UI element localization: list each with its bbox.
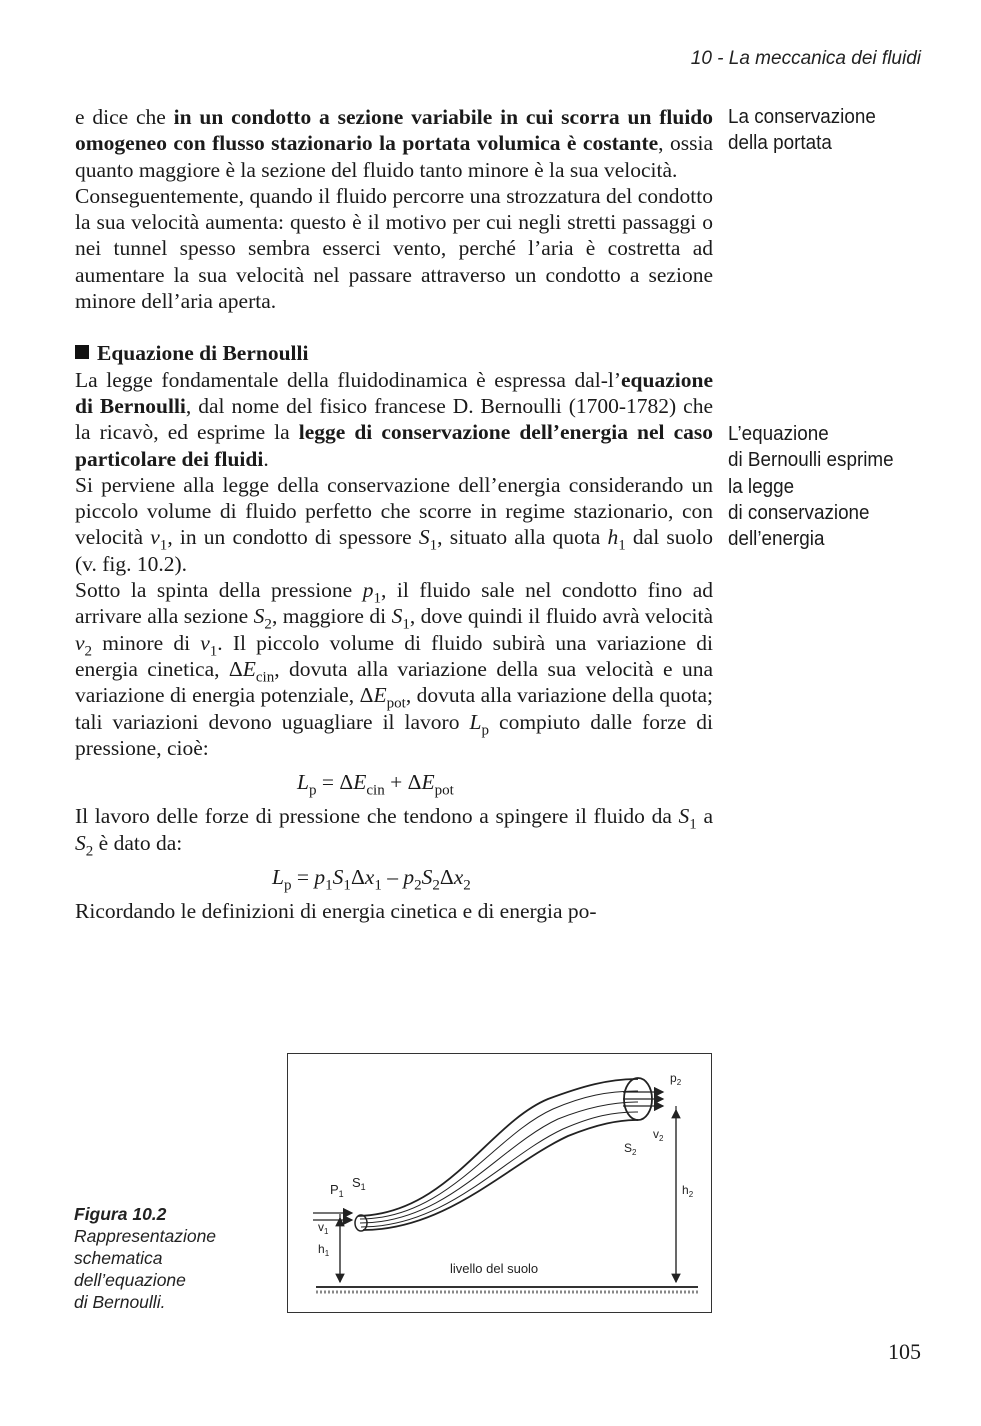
main-text-column [75,104,713,925]
ground-label: livello del suolo [450,1261,539,1276]
paragraph-continuation: Ricordando le definizioni di energia cinetica e di energia po- [75,899,597,924]
label-p1: $P_1$ [330,1182,344,1199]
label-h1: $h_1$ [318,1242,330,1258]
running-header: 10 - La meccanica dei fluidi [690,48,921,69]
formula-pressure-work: $L_p = p_1S_1\Delta x_1 - p_2S_2\Delta x_2$ [272,865,471,894]
paragraph-bernoulli-intro: La legge fondamentale della fluidodinamica è espressa dal-l’equazione di Bernoulli, dal nome del fisico francese D. Bernoulli (1700-1782) che la ricavò, ed esprime la legge di conservazione dell’energia nel caso particolare dei fluidi. [75,367,713,471]
label-s1: $S_1$ [352,1175,366,1192]
label-s2: $S_2$ [624,1141,637,1157]
bold-statement: in un condotto a sezione variabile in cui scorra un fluido omogeneo con flusso stazionario la portata volumica è costante [75,105,714,156]
bernoulli-diagram [287,1053,712,1313]
paragraph-pressure: Sotto la spinta della pressione $p_1$, il fluido sale nel condotto fino ad arrivare alla sezione $S_2$, maggiore di $S_1$, dove quindi il fluido avrà velocità $v_2$ minore di $v_1$. Il piccolo volume di fluido subirà una variazione di energia cinetica, $\Delta E_{cin}$, dovuta alla variazione della sua velocità e una variazione di energia potenziale, $\Delta E_{pot}$, dovuta alla variazione della quota; tali variazioni devono uguagliare il lavoro $L_p$ compiuto dalle forze di pressione, cioè: [75,578,714,760]
paragraph-portata: e dice che in un condotto a sezione variabile in cui scorra un fluido omogeneo con flusso stazionario la portata volumica è costante, ossia quanto maggiore è la sezione del fluido tanto minore è la sua velocità. [75,105,714,182]
section-heading: Equazione di Bernoulli [75,340,713,366]
label-h2: $h_2$ [682,1183,694,1199]
paragraph-pressure-work: Il lavoro delle forze di pressione che tendono a spingere il fluido da $S_1$ a $S_2$ è dato da: [75,804,713,859]
bullet-square-icon [75,345,89,359]
label-v1: $v_1$ [318,1220,329,1236]
sidenote-portata: La conservazione della portata [728,105,876,155]
label-v2: $v_2$ [653,1127,664,1143]
ground-line [316,1287,698,1292]
page-number: 105 [888,1339,921,1364]
formula-work-energy: $L_p = \Delta E_{cin} + \Delta E_{pot}$ [297,770,454,799]
outlet-arrows [623,1092,663,1106]
label-p2: $p_2$ [670,1071,682,1087]
pipe-tube [358,1079,638,1230]
figure-caption: Figura 10.2 Rappresentazione schematica dell’equazione di Bernoulli. [74,1204,217,1312]
sidenote-bernoulli: L’equazione di Bernoulli esprime la legge di conservazione dell’energia [728,422,894,551]
paragraph-derivation: Si perviene alla legge della conservazione dell’energia considerando un piccolo volume di fluido perfetto che scorre in regime stazionario, con velocità $v_1$, in un condotto di spessore $S_1$, situato alla quota $h_1$ dal suolo (v. fig. 10.2). [75,472,713,576]
paragraph-strozzatura: Conseguentemente, quando il fluido percorre una strozzatura del condotto la sua velocità aumenta: questo è il motivo per cui negli stretti passaggi o nei tunnel spesso sembra esserci vento, perché l’aria è costretta ad aumentare la sua velocità nel passare attraverso un condotto a sezione minore dell’aria aperta. [75,183,713,314]
inlet-arrows [313,1213,352,1220]
